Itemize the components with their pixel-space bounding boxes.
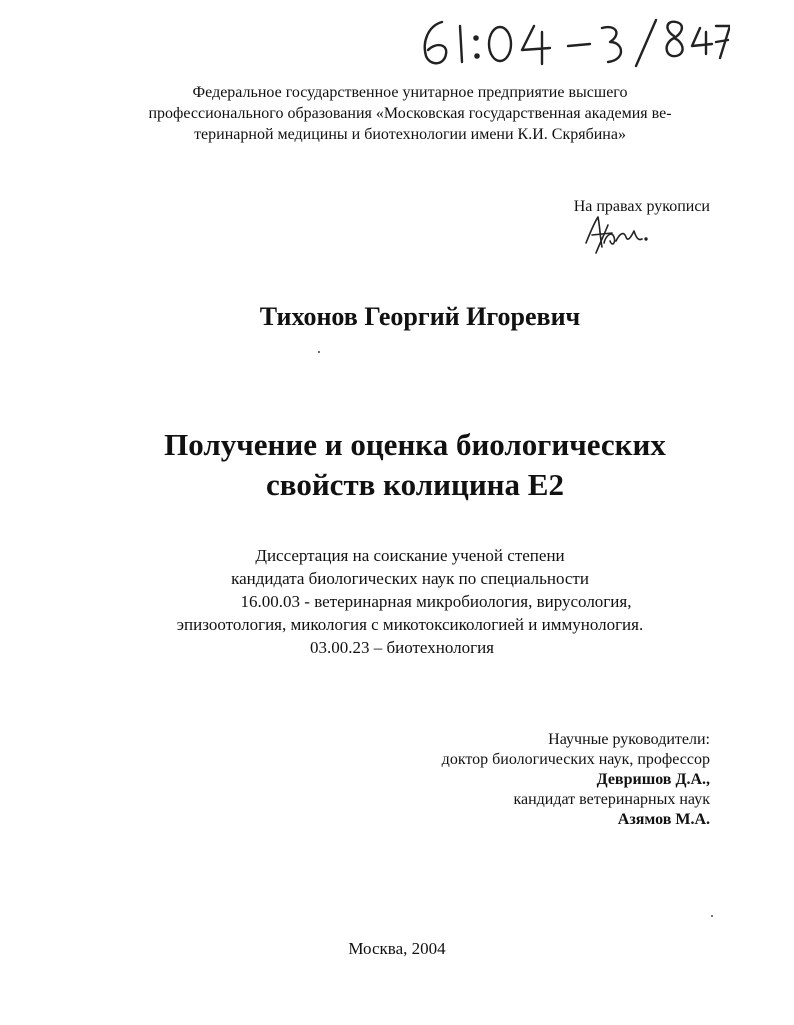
title-line-2: свойств колицина Е2 [266, 467, 564, 502]
advisor-1-degree: доктор биологических наук, профессор [441, 751, 710, 768]
place-and-year: Москва, 2004 [348, 939, 446, 958]
dissertation-line-4: эпизоотология, микология с микотоксикологией и иммунология. [176, 615, 644, 634]
dissertation-line-1: Диссертация на соискание ученой степени [255, 546, 565, 565]
scientific-advisors [380, 730, 710, 830]
organization-line-3: теринарной медицины и биотехнологии имени К.И. Скрябина» [194, 126, 626, 143]
signature-drawing [582, 213, 650, 255]
dissertation-line-3: 16.00.03 - ветеринарная микробиология, вирусология, [240, 592, 632, 611]
advisors-heading: Научные руководители: [548, 731, 710, 748]
dissertation-description [100, 544, 720, 659]
scan-speck [318, 351, 320, 353]
organization-header [110, 82, 710, 145]
handwritten-catalog-number-drawing [418, 14, 730, 70]
dissertation-line-2: кандидата биологических наук по специальности [231, 569, 589, 588]
author-name: Тихонов Георгий Игоревич [259, 302, 581, 331]
handwritten-catalog-number [418, 14, 730, 70]
advisor-2-name: Азямов М.А. [617, 811, 710, 828]
signature [582, 213, 650, 255]
scan-speck-2 [711, 915, 713, 917]
title-line-1: Получение и оценка биологических [164, 427, 666, 462]
organization-line-2: профессионального образования «Московская государственная академия ве- [148, 105, 672, 122]
dissertation-line-5: 03.00.23 – биотехнология [309, 638, 495, 657]
advisor-2-degree: кандидат ветеринарных наук [513, 791, 710, 808]
organization-line-1: Федеральное государственное унитарное предприятие высшего [192, 84, 628, 101]
dissertation-title [80, 425, 750, 505]
rights-note: На правах рукописи [573, 198, 710, 215]
advisor-1-name: Девришов Д.А., [596, 771, 710, 788]
